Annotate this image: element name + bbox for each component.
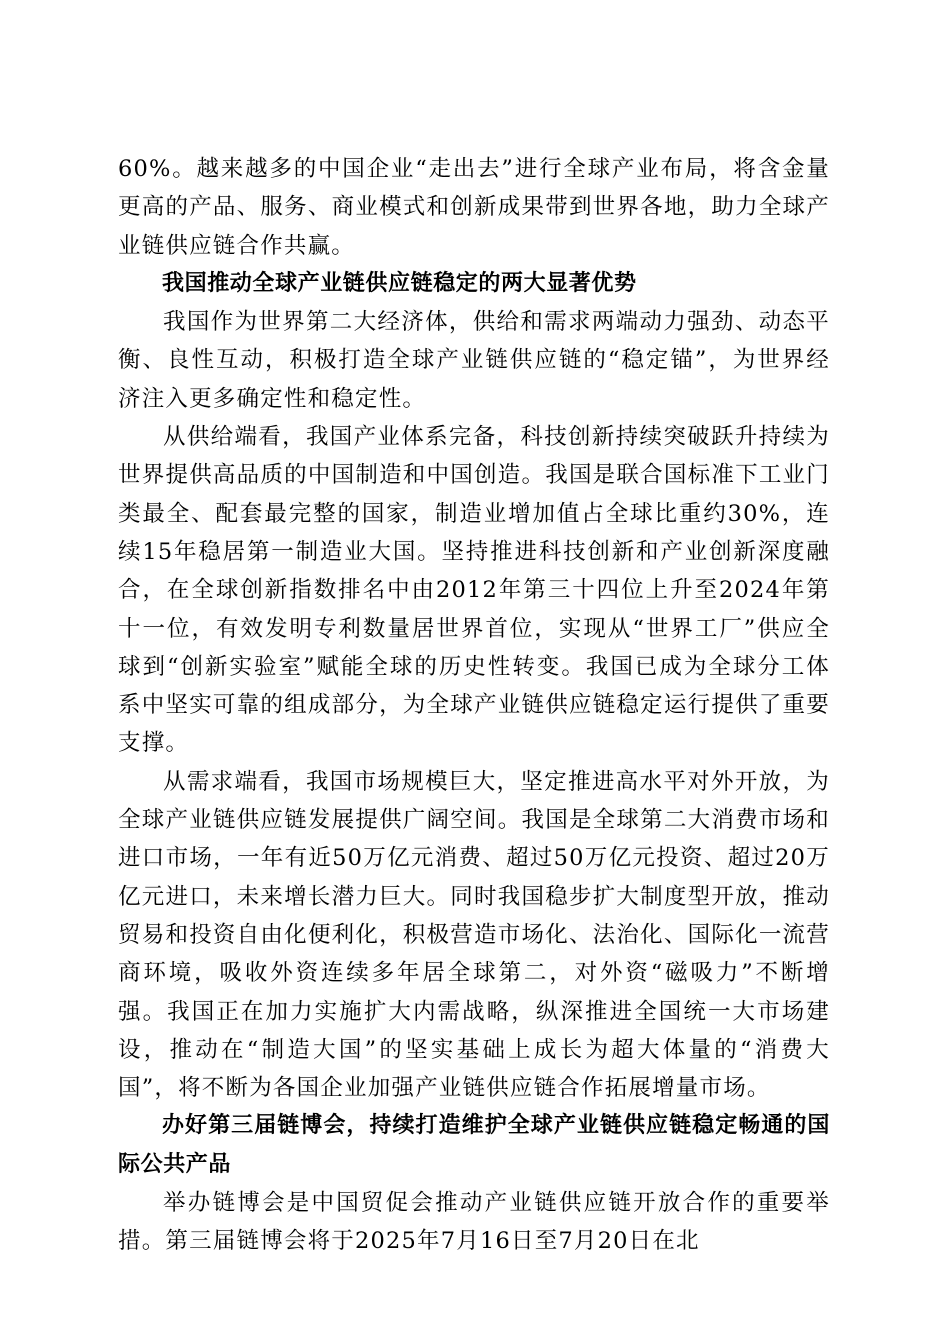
document-page bbox=[118, 150, 830, 1261]
section-heading-1: 我国推动全球产业链供应链稳定的两大显著优势 bbox=[162, 270, 637, 296]
body-paragraph-1: 60%。越来越多的中国企业“走出去”进行全球产业布局，将含金量更高的产品、服务、商业模式和创新成果带到世界各地，助力全球产业链供应链合作共赢。 bbox=[118, 156, 830, 259]
body-paragraph-3: 从供给端看，我国产业体系完备，科技创新持续突破跃升持续为世界提供高品质的中国制造和中国创造。我国是联合国标准下工业门类最全、配套最完整的国家，制造业增加值占全球比重约30%，连续15年稳居第一制造业大国。坚持推进科技创新和产业创新深度融合，在全球创新指数排名中由2012年第三十四位上升至2024年第十一位，有效发明专利数量居世界首位，实现从“世界工厂”供应全球到“创新实验室”赋能全球的历史性转变。我国已成为全球分工体系中坚实可靠的组成部分，为全球产业链供应链稳定运行提供了重要支撑。 bbox=[118, 424, 830, 757]
body-paragraph-4: 从需求端看，我国市场规模巨大，坚定推进高水平对外开放，为全球产业链供应链发展提供广阔空间。我国是全球第二大消费市场和进口市场，一年有近50万亿元消费、超过50万亿元投资、超过20万亿元进口，未来增长潜力巨大。同时我国稳步扩大制度型开放，推动贸易和投资自由化便利化，积极营造市场化、法治化、国际化一流营商环境，吸收外资连续多年居全球第二，对外资“磁吸力”不断增强。我国正在加力实施扩大内需战略，纵深推进全国统一大市场建设，推动在“制造大国”的坚实基础上成长为超大体量的“消费大国”，将不断为各国企业加强产业链供应链合作拓展增量市场。 bbox=[118, 768, 830, 1102]
section-heading-2: 办好第三届链博会，持续打造维护全球产业链供应链稳定畅通的国际公共产品 bbox=[118, 1113, 830, 1177]
body-paragraph-2: 我国作为世界第二大经济体，供给和需求两端动力强劲、动态平衡、良性互动，积极打造全球产业链供应链的“稳定锚”，为世界经济注入更多确定性和稳定性。 bbox=[118, 309, 830, 412]
body-paragraph-5: 举办链博会是中国贸促会推动产业链供应链开放合作的重要举措。第三届链博会将于2025年7月16日至7月20日在北 bbox=[118, 1190, 830, 1255]
